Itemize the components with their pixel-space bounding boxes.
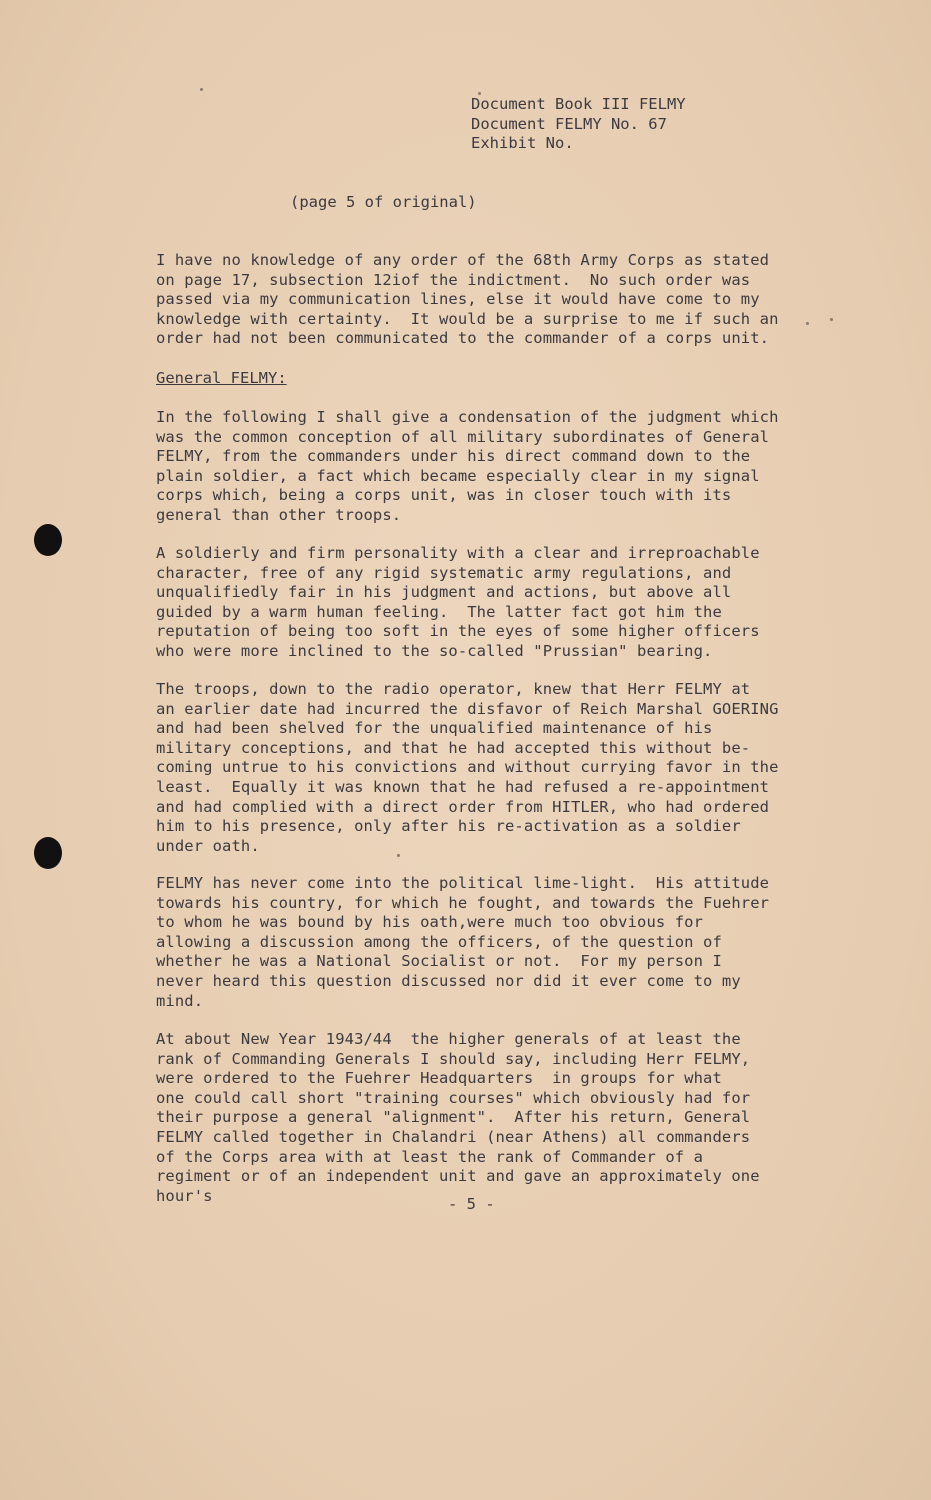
- paper-speck: [200, 88, 203, 91]
- document-number-line: Document FELMY No. 67: [471, 114, 667, 133]
- paper-speck: [478, 92, 481, 95]
- section-heading: General FELMY:: [156, 369, 287, 387]
- paper-speck: [397, 854, 400, 857]
- document-header: [471, 95, 686, 154]
- paper-speck: [806, 322, 809, 325]
- paragraph-3: A soldierly and firm personality with a clear and irreproachable character, free of any rigid systematic army regulations, and unqualifiedly fair in his judgment and actions, but above all guided by a warm human feeling. The latter fact got him the reputation of being too soft in the eyes of some higher officers who were more inclined to the so-called "Prussian" bearing.: [156, 544, 760, 660]
- paragraph-1: I have no knowledge of any order of the 68th Army Corps as stated on page 17, subsection 12iof the indictment. No such order was passed via my communication lines, else it would have come to my knowledge with certainty. It would be a surprise to me if such an order had not been communicated to the commander of a corps unit.: [156, 251, 779, 348]
- paragraph-6: At about New Year 1943/44 the higher generals of at least the rank of Commanding Generals I should say, including Herr FELMY, were ordered to the Fuehrer Headquarters in groups for what one could call short "training courses" which obviously had for their purpose a general "alignment". After his return, General FELMY called together in Chalandri (near Athens) all commanders of the Corps area with at least the rank of Commander of a regiment or of an independent unit and gave an approximately one hour's: [156, 1030, 760, 1205]
- paragraph-2: In the following I shall give a condensation of the judgment which was the common conception of all military subordinates of General FELMY, from the commanders under his direct command down to the plain soldier, a fact which became especially clear in my signal corps which, being a corps unit, was in closer touch with its general than other troops.: [156, 408, 779, 524]
- punch-hole-lower: [34, 837, 62, 869]
- paragraph-4: The troops, down to the radio operator, knew that Herr FELMY at an earlier date had incurred the disfavor of Reich Marshal GOERING and had been shelved for the unqualified maintenance of his military conceptions, and that he had accepted this without be- coming untrue to his convictions and without currying favor in the least. Equally it was known that he had refused a re-appointment and had complied with a direct order from HITLER, who had ordered him to his presence, only after his re-activation as a soldier under oath.: [156, 680, 779, 855]
- document-book-line: Document Book III FELMY: [471, 95, 686, 113]
- paper-speck: [830, 318, 833, 321]
- original-page-reference: (page 5 of original): [290, 193, 477, 211]
- exhibit-line: Exhibit No.: [471, 134, 574, 152]
- page-number: - 5 -: [448, 1195, 495, 1213]
- punch-hole-upper: [34, 524, 62, 556]
- paragraph-5: FELMY has never come into the political lime-light. His attitude towards his country, for which he fought, and towards the Fuehrer to whom he was bound by his oath,were much too obvious for allowing a discussion among the officers, of the question of whether he was a National Socialist or not. For my person I never heard this question discussed nor did it ever come to my mind.: [156, 874, 770, 1010]
